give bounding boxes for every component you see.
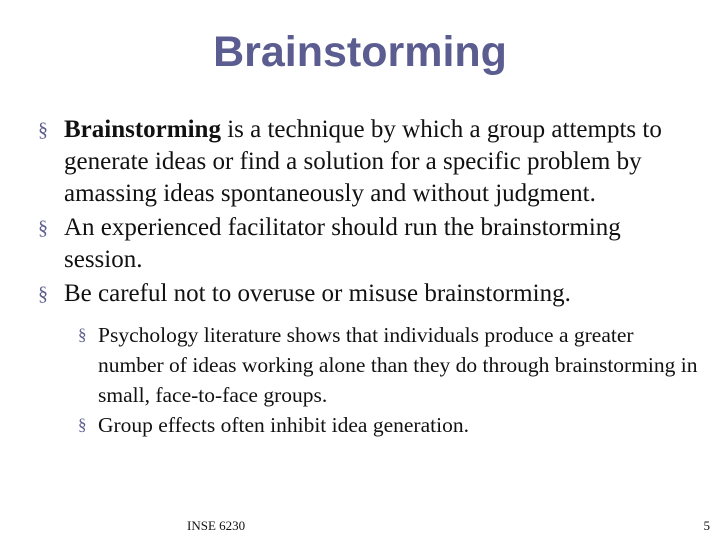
sub-bullet-marker-icon: § bbox=[78, 325, 87, 344]
bullet-item bbox=[38, 212, 698, 276]
sub-bullet-item bbox=[78, 410, 698, 440]
sub-bullet-text: Psychology literature shows that individuals produce a greater number of ideas working alone than they do through brainstorming in small, face-to-face groups. bbox=[98, 323, 698, 407]
sub-bullet-text: Group effects often inhibit idea generation. bbox=[98, 413, 469, 437]
bullet-item bbox=[38, 278, 698, 310]
sub-bullet-list bbox=[38, 320, 698, 440]
sub-bullet-item bbox=[78, 320, 698, 410]
bullet-bold-term: Brainstorming bbox=[64, 116, 221, 143]
sub-bullet-marker-icon: § bbox=[78, 415, 87, 434]
bullet-item bbox=[38, 114, 698, 210]
bullet-text: An experienced facilitator should run the brainstorming session. bbox=[64, 214, 621, 273]
bullet-marker-icon: § bbox=[38, 119, 48, 141]
bullet-marker-icon: § bbox=[38, 283, 48, 305]
bullet-marker-icon: § bbox=[38, 217, 48, 239]
slide-body bbox=[38, 114, 698, 440]
slide-title: Brainstorming bbox=[213, 28, 507, 76]
bullet-text: Be careful not to overuse or misuse brainstorming. bbox=[64, 280, 571, 307]
footer-course: INSE 6230 bbox=[187, 518, 246, 533]
bullet-text: is a technique by which a group attempts to generate ideas or find a solution for a specific problem by amassing ideas spontaneously and without judgment. bbox=[64, 116, 662, 207]
footer-page-number: 5 bbox=[703, 518, 710, 533]
